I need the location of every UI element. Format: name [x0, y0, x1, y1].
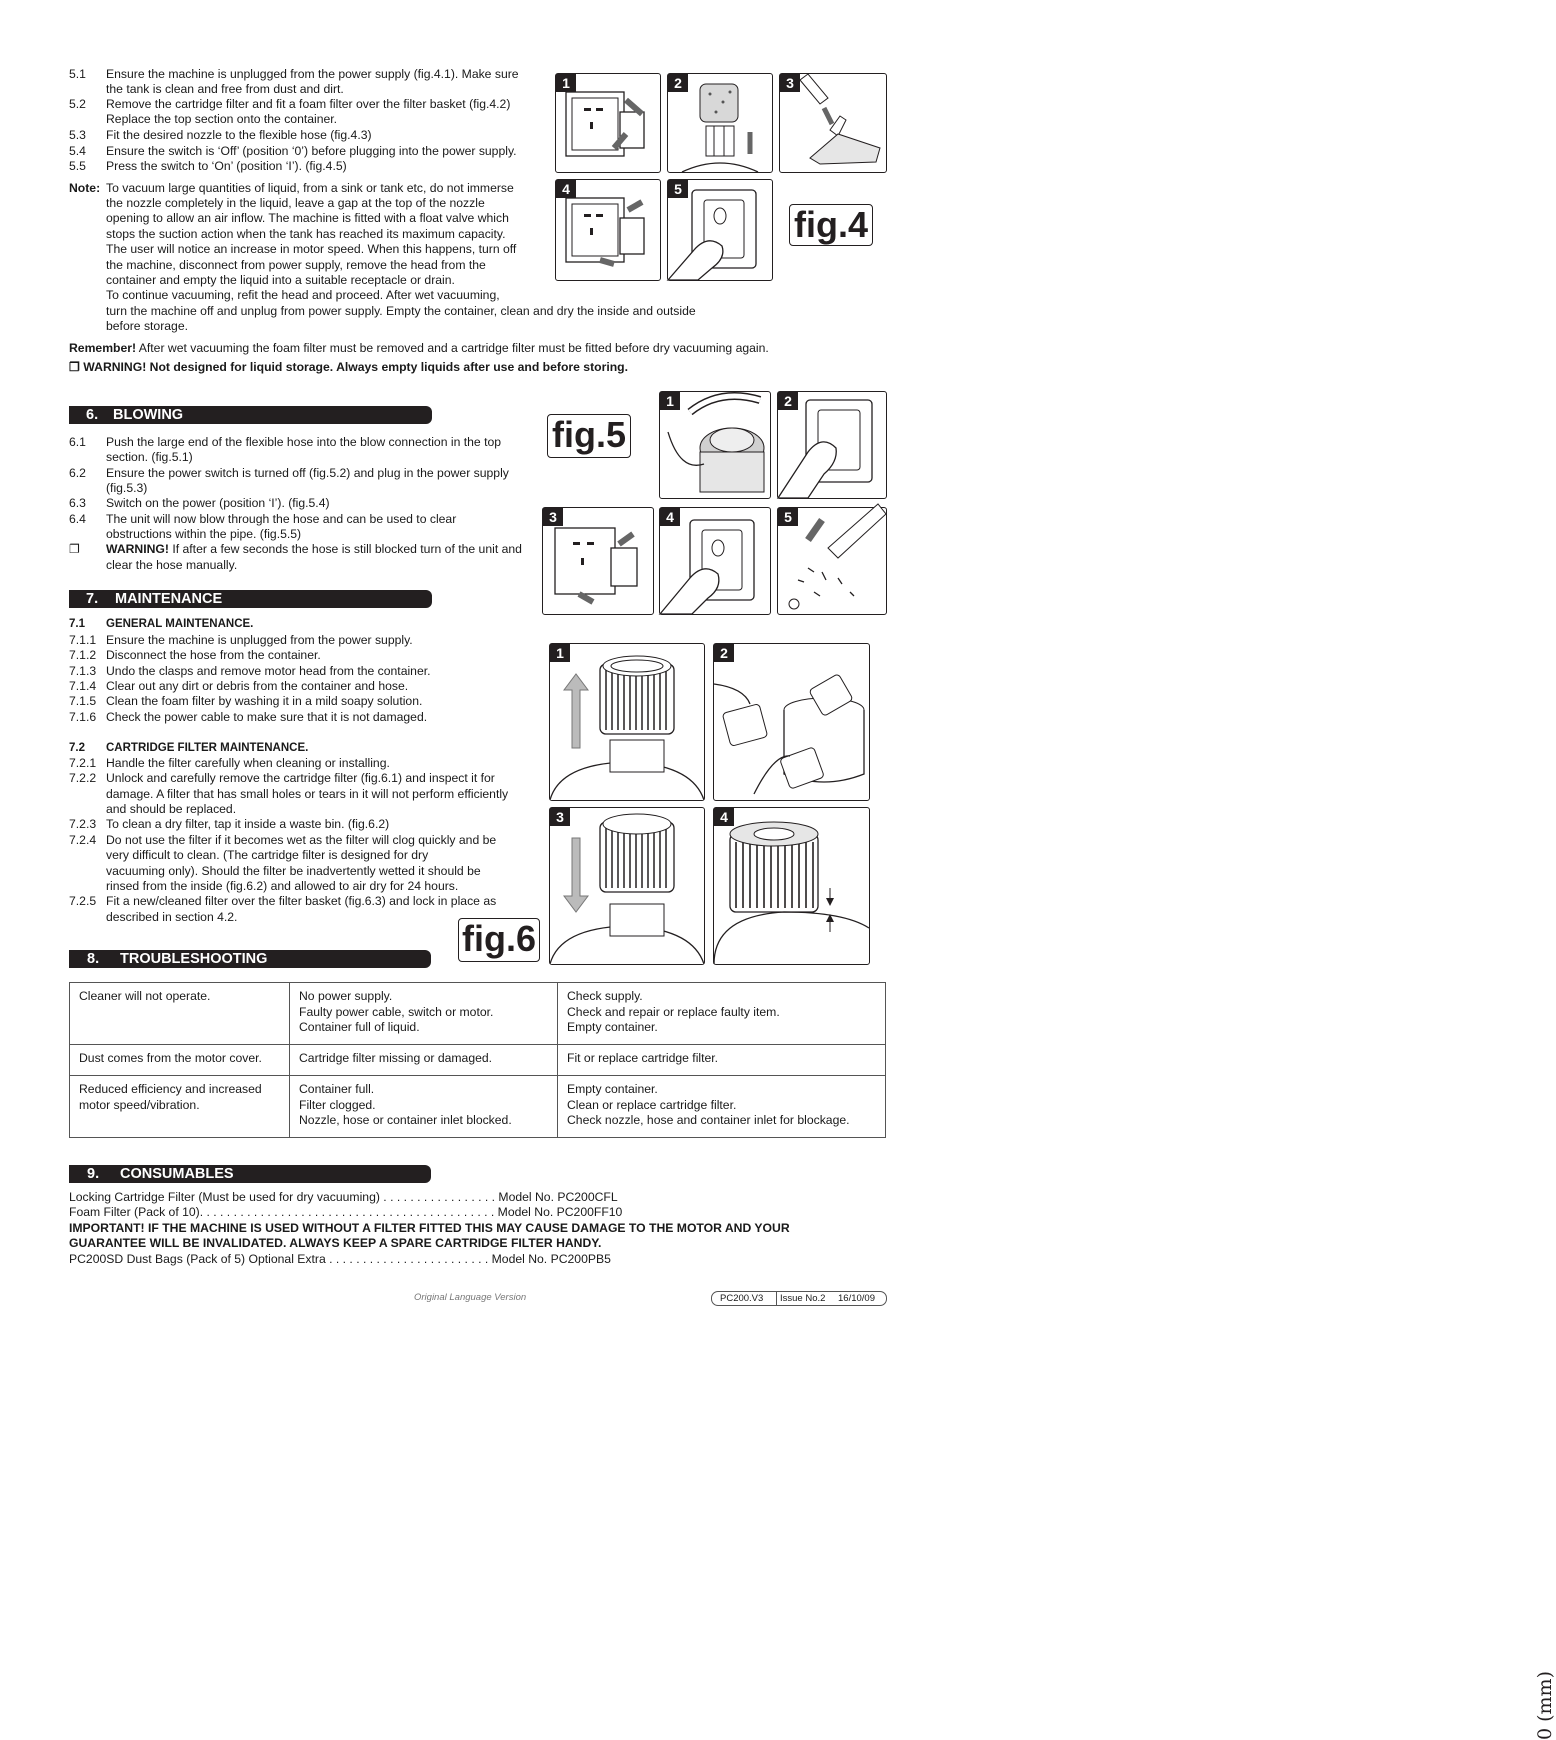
sub-7-1-heading: 7.1 GENERAL MAINTENANCE. — [69, 618, 254, 630]
step-7-1-5: 7.1.5 Clean the foam filter by washing it in a mild soapy solution. — [69, 694, 423, 708]
fig5-panel-1 — [659, 391, 771, 499]
step-7-1-1: 7.1.1 Ensure the machine is unplugged from the power supply. — [69, 633, 413, 647]
fig4-panel-1 — [555, 73, 661, 173]
note-line: before storage. — [106, 319, 188, 333]
fig6-panel-3 — [549, 807, 705, 965]
step-7-2-3: 7.2.3 To clean a dry filter, tap it inside a waste bin. (fig.6.2) — [69, 817, 390, 831]
step-7-2-4-cont: rinsed from the inside (fig.6.2) and allowed to air dry for 24 hours. — [106, 879, 459, 893]
important-notice: IMPORTANT! IF THE MACHINE IS USED WITHOUT A FILTER FITTED THIS MAY CAUSE DAMAGE TO THE MOTOR AND YOUR — [69, 1221, 790, 1235]
consumable-foam-filter: Foam Filter (Pack of 10). . . . . . . . . . . . . . . . . . . . . . . . . . . . . . . . . . . . . . . . . . . . Model No. PC200FF10 — [69, 1205, 623, 1219]
consumable-cartridge-filter: Locking Cartridge Filter (Must be used for dry vacuuming) . . . . . . . . . . . . . . . . . Model No. PC200CFL — [69, 1190, 618, 1204]
step-7-2-5-cont: described in section 4.2. — [106, 910, 238, 924]
problem-cell: Cleaner will not operate. — [70, 983, 290, 1045]
section-8-number: 8. — [87, 951, 100, 967]
important-notice-cont: GUARANTEE WILL BE INVALIDATED. ALWAYS KEEP A SPARE CARTRIDGE FILTER HANDY. — [69, 1236, 602, 1250]
fig4-badge-1: 1 — [556, 74, 576, 92]
fig5-badge-4: 4 — [660, 508, 680, 526]
section-6-heading — [69, 406, 432, 424]
issue-date: 16/10/09 — [838, 1293, 875, 1304]
step-7-1-6: 7.1.6 Check the power cable to make sure that it is not damaged. — [69, 710, 428, 724]
step-6-1: 6.1 Push the large end of the flexible hose into the blow connection in the top — [69, 435, 502, 449]
step-5-2-cont: Replace the top section onto the container. — [106, 112, 338, 126]
problem-cell: Dust comes from the motor cover. — [70, 1045, 290, 1076]
section-7-heading — [69, 590, 432, 608]
fig5-panel-2 — [777, 391, 887, 499]
fig4-panel-3 — [779, 73, 887, 173]
issue-number: Issue No.2 — [780, 1293, 826, 1304]
section-9-title: CONSUMABLES — [120, 1166, 234, 1182]
step-7-2-1: 7.2.1 Handle the filter carefully when cleaning or installing. — [69, 756, 390, 770]
step-5-5: 5.5 Press the switch to ‘On’ (position ‘I’). (fig.4.5) — [69, 159, 347, 173]
step-6-3: 6.3 Switch on the power (position ‘I’). (fig.5.4) — [69, 496, 330, 510]
section-9-number: 9. — [87, 1166, 100, 1182]
remember-line: Remember! After wet vacuuming the foam filter must be removed and a cartridge filter must be fitted before dry vacuuming again. — [69, 341, 769, 355]
note-label: Note: — [69, 181, 101, 195]
section-6-title: BLOWING — [113, 407, 184, 423]
fig5-badge-3: 3 — [543, 508, 563, 526]
remedy-cell: Empty container. Clean or replace cartridge filter. Check nozzle, hose and container inlet for blockage. — [558, 1076, 886, 1138]
note-line: stops the suction action when the tank has reached its maximum capacity. — [106, 227, 506, 241]
section-8-title: TROUBLESHOOTING — [120, 951, 268, 967]
note-line: the machine, disconnect from power supply, remove the head from the — [106, 258, 486, 272]
step-7-2-4-cont: very difficult to clean. (The cartridge filter is designed for dry — [106, 848, 429, 862]
table-row — [70, 1076, 886, 1138]
note-line: The user will notice an increase in motor speed. When this happens, turn off — [106, 242, 517, 256]
note-line: turn the machine off and unplug from power supply. Empty the container, clean and dry the inside and outside — [106, 304, 696, 318]
step-7-2-2-cont: and should be replaced. — [106, 802, 237, 816]
fig4-badge-2: 2 — [668, 74, 688, 92]
step-5-1: 5.1 Ensure the machine is unplugged from the power supply (fig.4.1). Make sure — [69, 67, 519, 81]
fig4-label: fig.4 — [789, 204, 873, 246]
section-6-number: 6. — [86, 407, 99, 423]
blow-warning: ❐ WARNING! If after a few seconds the hose is still blocked turn of the unit and — [69, 542, 522, 556]
section-8-heading — [69, 950, 431, 968]
step-6-4-cont: obstructions within the pipe. (fig.5.5) — [106, 527, 302, 541]
remedy-cell: Fit or replace cartridge filter. — [558, 1045, 886, 1076]
document-reference — [711, 1291, 887, 1306]
note-line: container and empty the liquid into a suitable receptacle or drain. — [106, 273, 455, 287]
cause-cell: Cartridge filter missing or damaged. — [290, 1045, 558, 1076]
fig6-panel-2 — [713, 643, 870, 801]
fig6-badge-3: 3 — [550, 808, 570, 826]
gap-zero-mm-label: 0 (mm) — [1534, 1671, 1556, 1740]
step-7-2-2: 7.2.2 Unlock and carefully remove the cartridge filter (fig.6.1) and inspect it for — [69, 771, 495, 785]
fig5-badge-1: 1 — [660, 392, 680, 410]
step-5-4: 5.4 Ensure the switch is ‘Off’ (position ‘0’) before plugging into the power supply. — [69, 144, 517, 158]
blow-warning-cont: clear the hose manually. — [106, 558, 238, 572]
fig4-badge-3: 3 — [780, 74, 800, 92]
fig4-panel-5 — [667, 179, 773, 281]
step-7-2-2-cont: damage. A filter that has small holes or tears in it will not perform efficiently — [106, 787, 509, 801]
step-7-2-4-cont: vacuuming only). Should the filter be inadvertently wetted it should be — [106, 864, 481, 878]
fig4-panel-2 — [667, 73, 773, 173]
section-7-number: 7. — [86, 591, 99, 607]
liquid-warning: ❐ WARNING! Not designed for liquid storage. Always empty liquids after use and before storing. — [69, 360, 628, 374]
step-6-1-cont: section. (fig.5.1) — [106, 450, 193, 464]
fig5-panel-5 — [777, 507, 887, 615]
section-9-heading — [69, 1165, 431, 1183]
step-7-1-3: 7.1.3 Undo the clasps and remove motor head from the container. — [69, 664, 431, 678]
fig6-badge-1: 1 — [550, 644, 570, 662]
checkbox-symbol: ❐ — [69, 542, 80, 556]
step-5-3: 5.3 Fit the desired nozzle to the flexible hose (fig.4.3) — [69, 128, 372, 142]
problem-cell: Reduced efficiency and increased motor speed/vibration. — [70, 1076, 290, 1138]
fig6-badge-4: 4 — [714, 808, 734, 826]
consumable-dust-bags: PC200SD Dust Bags (Pack of 5) Optional Extra . . . . . . . . . . . . . . . . . . . . . . . . Model No. PC200PB5 — [69, 1252, 611, 1266]
troubleshooting-table — [69, 982, 886, 1138]
step-5-2: 5.2 Remove the cartridge filter and fit a foam filter over the filter basket (fig.4.2) — [69, 97, 511, 111]
step-6-2: 6.2 Ensure the power switch is turned off (fig.5.2) and plug in the power supply — [69, 466, 509, 480]
fig5-panel-4 — [659, 507, 771, 615]
step-7-1-2: 7.1.2 Disconnect the hose from the container. — [69, 648, 321, 662]
fig6-panel-1 — [549, 643, 705, 801]
fig6-badge-2: 2 — [714, 644, 734, 662]
fig5-label: fig.5 — [547, 414, 631, 458]
step-7-2-4: 7.2.4 Do not use the filter if it becomes wet as the filter will clog quickly and be — [69, 833, 497, 847]
sub-7-2-heading: 7.2 CARTRIDGE FILTER MAINTENANCE. — [69, 742, 309, 754]
cause-cell: Container full. Filter clogged. Nozzle, hose or container inlet blocked. — [290, 1076, 558, 1138]
step-6-4: 6.4 The unit will now blow through the hose and can be used to clear — [69, 512, 457, 526]
fig6-label: fig.6 — [458, 918, 540, 962]
model-code: PC200.V3 — [720, 1293, 764, 1304]
note-line: opening to allow an air inflow. The machine is fitted with a float valve which — [106, 211, 509, 225]
section-7-title: MAINTENANCE — [115, 591, 223, 607]
table-row — [70, 983, 886, 1045]
remedy-cell: Check supply. Check and repair or replace faulty item. Empty container. — [558, 983, 886, 1045]
original-language-note: Original Language Version — [414, 1292, 527, 1303]
step-5-1-cont: the tank is clean and free from dust and dirt. — [106, 82, 344, 96]
note-line: the nozzle completely in the liquid, leave a gap at the top of the nozzle — [106, 196, 485, 210]
note-line: To vacuum large quantities of liquid, from a sink or tank etc, do not immerse — [106, 181, 514, 195]
note-line: To continue vacuuming, refit the head and proceed. After wet vacuuming, — [106, 288, 500, 302]
fig5-badge-2: 2 — [778, 392, 798, 410]
step-6-2-cont: (fig.5.3) — [106, 481, 148, 495]
fig4-panel-4 — [555, 179, 661, 281]
fig5-panel-3 — [542, 507, 654, 615]
step-7-1-4: 7.1.4 Clear out any dirt or debris from the container and hose. — [69, 679, 409, 693]
step-7-2-5: 7.2.5 Fit a new/cleaned filter over the filter basket (fig.6.3) and lock in place as — [69, 894, 497, 908]
cause-cell: No power supply. Faulty power cable, switch or motor. Container full of liquid. — [290, 983, 558, 1045]
fig4-badge-5: 5 — [668, 180, 688, 198]
fig5-badge-5: 5 — [778, 508, 798, 526]
table-row — [70, 1045, 886, 1076]
fig4-badge-4: 4 — [556, 180, 576, 198]
